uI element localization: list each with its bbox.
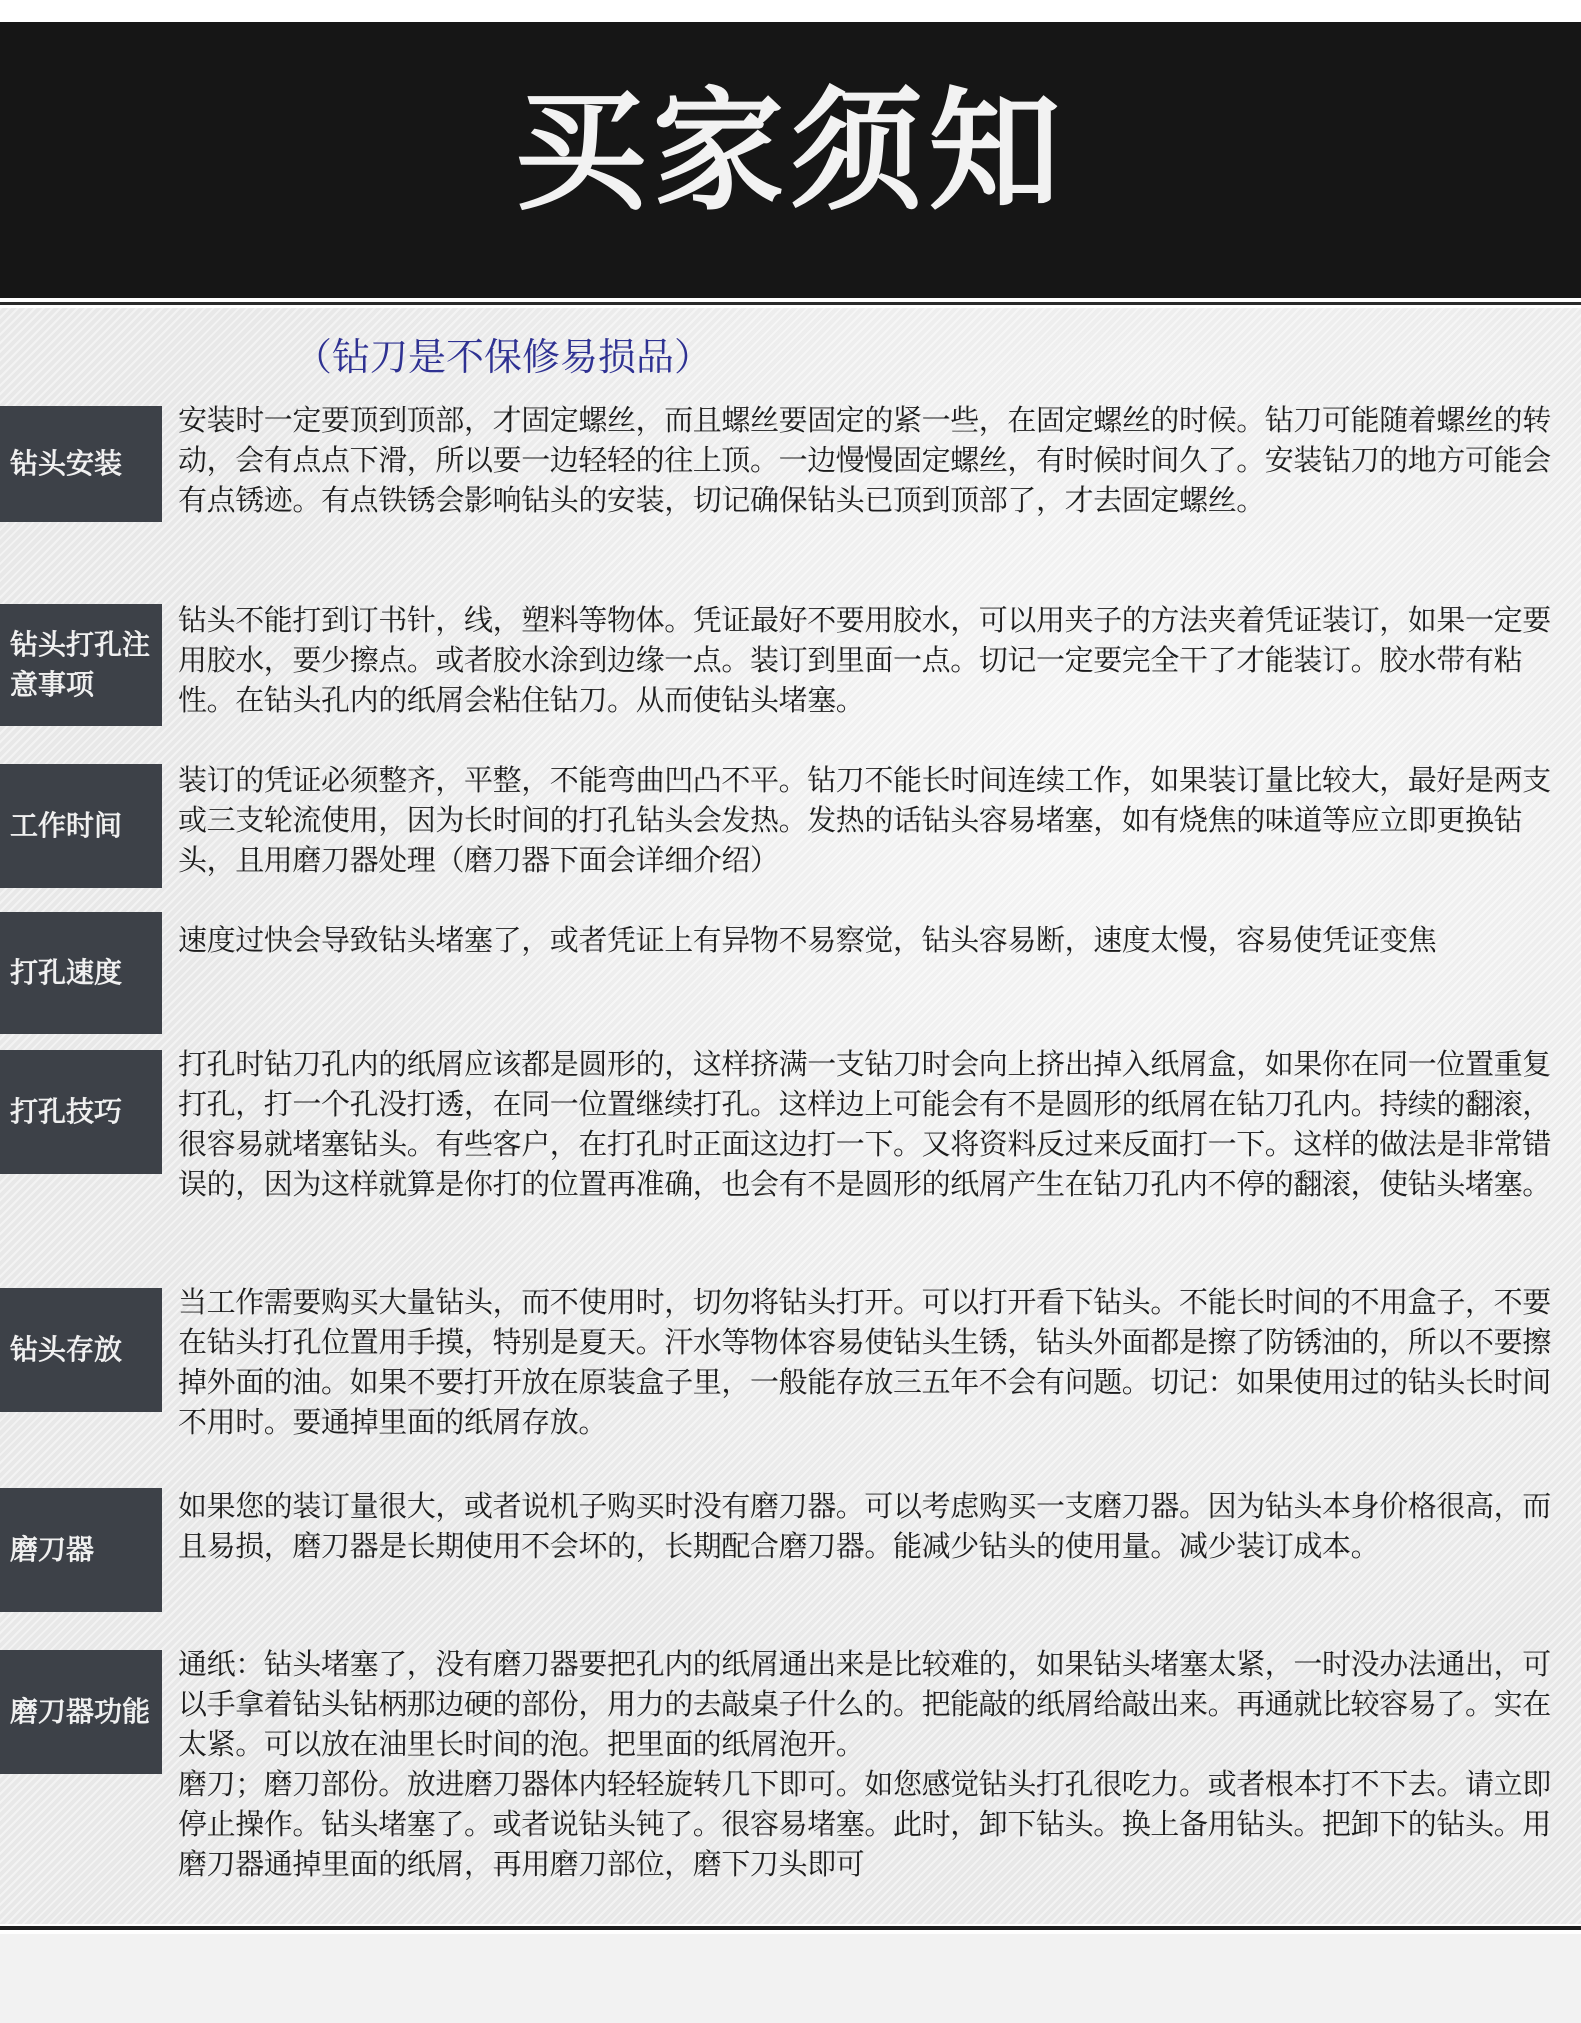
header-divider bbox=[0, 302, 1581, 305]
section-text: 如果您的装订量很大，或者说机子购买时没有磨刀器。可以考虑购买一支磨刀器。因为钻头本身价格很高，而且易损，磨刀器是长期使用不会坏的，长期配合磨刀器。能减少钻头的使用量。减少装订成本。 bbox=[178, 1489, 1551, 1563]
notice-panel bbox=[0, 308, 1581, 1924]
section-label: 磨刀器 bbox=[0, 1488, 162, 1612]
section-label: 工作时间 bbox=[0, 764, 162, 888]
section-label-box bbox=[0, 604, 162, 726]
section-text: 当工作需要购买大量钻头，而不使用时，切勿将钻头打开。可以打开看下钻头。不能长时间的不用盒子，不要在钻头打孔位置用手摸，特别是夏天。汗水等物体容易使钻头生锈，钻头外面都是擦了防锈油的，所以不要擦掉外面的油。如果不要打开放在原装盒子里，一般能存放三五年不会有问题。切记：如果使用过的钻头长时间不用时。要通掉里面的纸屑存放。 bbox=[178, 1285, 1551, 1439]
footer-divider bbox=[0, 1926, 1581, 1930]
section-text: 安装时一定要顶到顶部，才固定螺丝，而且螺丝要固定的紧一些，在固定螺丝的时候。钻刀可能随着螺丝的转动，会有点点下滑，所以要一边轻轻的往上顶。一边慢慢固定螺丝，有时候时间久了。安装钻刀的地方可能会有点锈迹。有点铁锈会影响钻头的安装，切记确保钻头已顶到顶部了，才去固定螺丝。 bbox=[178, 403, 1551, 517]
section-label: 钻头打孔注意事项 bbox=[10, 628, 151, 701]
section-label: 磨刀器功能 bbox=[10, 1695, 151, 1728]
section-label: 打孔技巧 bbox=[0, 1050, 162, 1174]
section-text: 装订的凭证必须整齐，平整，不能弯曲凹凸不平。钻刀不能长时间连续工作，如果装订量比较大，最好是两支或三支轮流使用，因为长时间的打孔钻头会发热。发热的话钻头容易堵塞，如有烧焦的味道等应立即更换钻头，且用磨刀器处理（磨刀器下面会详细介绍） bbox=[178, 763, 1551, 877]
section-text: 打孔时钻刀孔内的纸屑应该都是圆形的，这样挤满一支钻刀时会向上挤出掉入纸屑盒，如果你在同一位置重复打孔，打一个孔没打透，在同一位置继续打孔。这样边上可能会有不是圆形的纸屑在钻刀孔内。持续的翻滚，很容易就堵塞钻头。有些客户，在打孔时正面这边打一下。又将资料反过来反面打一下。这样的做法是非常错误的，因为这样就算是你打的位置再准确，也会有不是圆形的纸屑产生在钻刀孔内不停的翻滚，使钻头堵塞。 bbox=[178, 1047, 1551, 1201]
page-title: 买家须知 bbox=[514, 75, 1067, 229]
section-label-box bbox=[0, 1650, 162, 1774]
header-banner bbox=[0, 22, 1581, 298]
section-text-unblock: 通纸：钻头堵塞了，没有磨刀器要把孔内的纸屑通出来是比较难的，如果钻头堵塞太紧，一时没办法通出，可以手拿着钻头钻柄那边硬的部份，用力的去敲桌子什么的。把能敲的纸屑给敲出来。再通就比较容易了。实在太紧。可以放在油里长时间的泡。把里面的纸屑泡开。 bbox=[178, 1647, 1551, 1761]
section-label: 钻头存放 bbox=[0, 1288, 162, 1412]
section-label: 打孔速度 bbox=[0, 912, 162, 1034]
subtitle: （钻刀是不保修易损品） bbox=[294, 335, 713, 379]
section-text-sharpen: 磨刀；磨刀部份。放进磨刀器体内轻轻旋转几下即可。如您感觉钻头打孔很吃力。或者根本打不下去。请立即停止操作。钻头堵塞了。或者说钻头钝了。很容易堵塞。此时，卸下钻头。换上备用钻头。把卸下的钻头。用磨刀器通掉里面的纸屑，再用磨刀部位，磨下刀头即可 bbox=[178, 1767, 1551, 1881]
section-text: 速度过快会导致钻头堵塞了，或者凭证上有异物不易察觉，钻头容易断，速度太慢，容易使凭证变焦 bbox=[178, 923, 1437, 957]
footer-band bbox=[0, 1934, 1581, 2023]
section-text: 钻头不能打到订书针，线，塑料等物体。凭证最好不要用胶水，可以用夹子的方法夹着凭证装订，如果一定要用胶水，要少擦点。或者胶水涂到边缘一点。装订到里面一点。切记一定要完全干了才能装订。胶水带有粘性。在钻头孔内的纸屑会粘住钻刀。从而使钻头堵塞。 bbox=[178, 603, 1551, 717]
section-label: 钻头安装 bbox=[0, 406, 162, 522]
